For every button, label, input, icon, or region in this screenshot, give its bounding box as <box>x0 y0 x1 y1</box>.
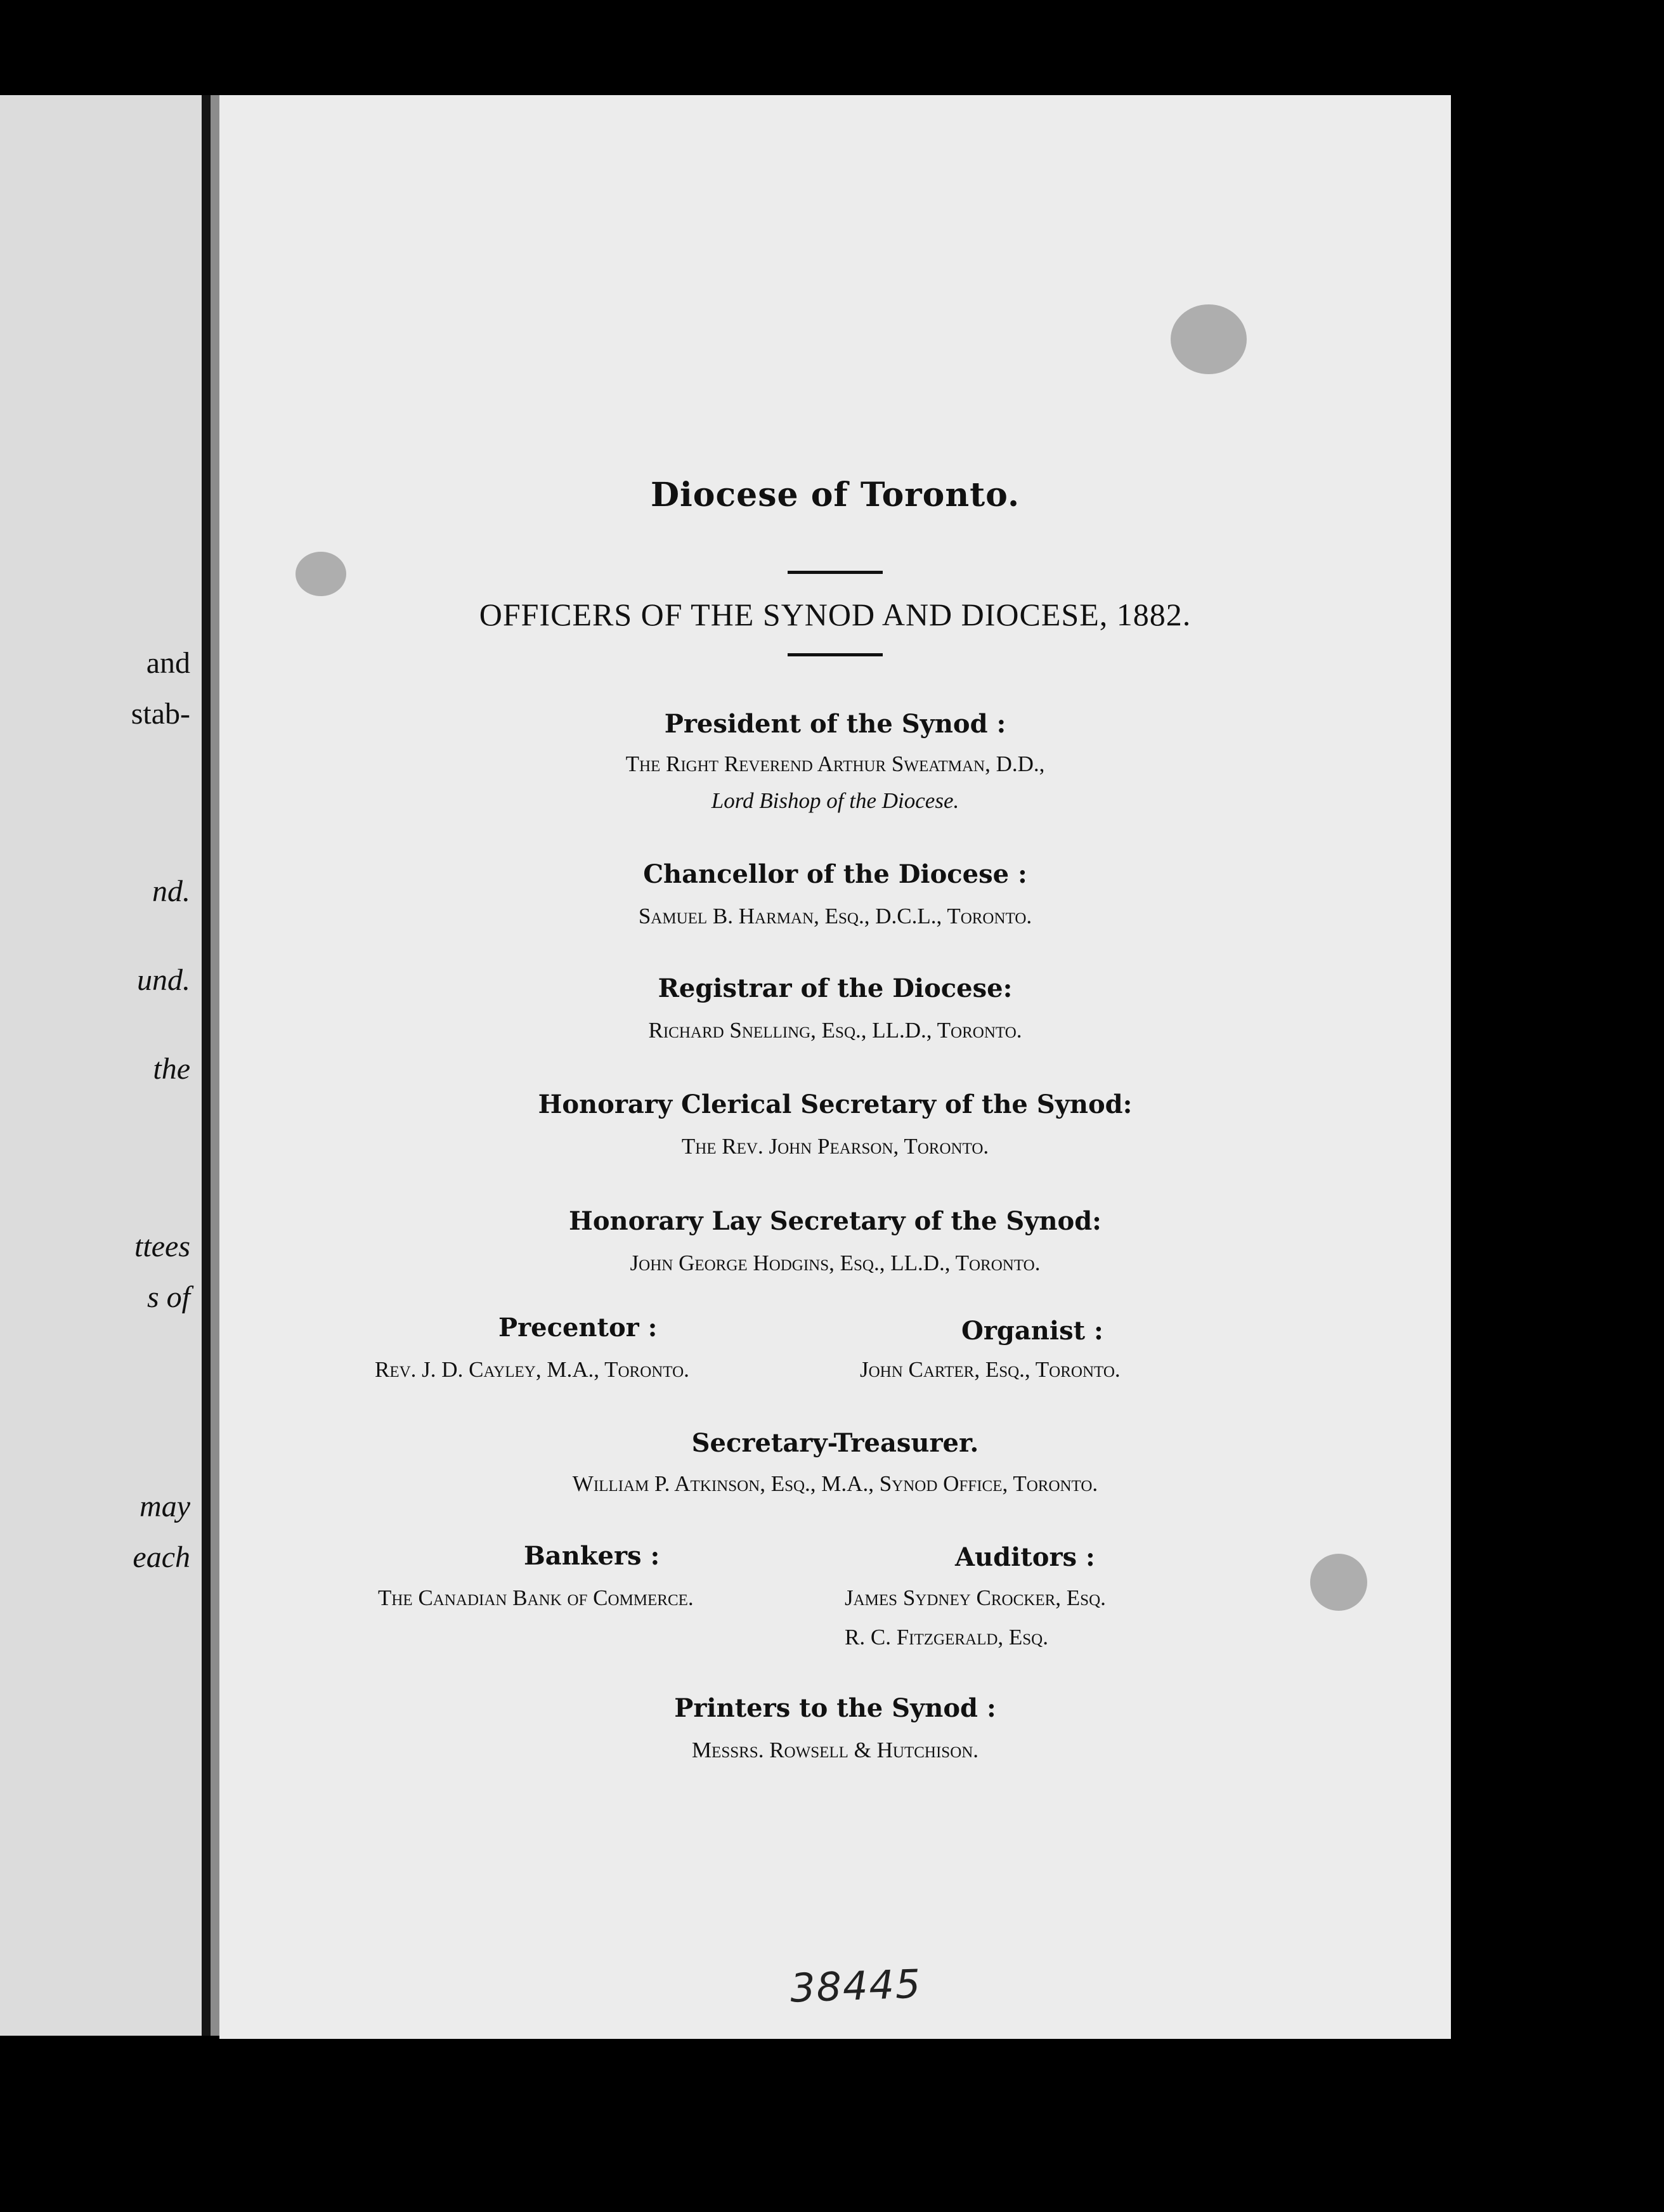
foxing-spot <box>1310 1554 1367 1611</box>
registrar-label: Registrar of the Diocese: <box>658 973 1013 1003</box>
left-page-fragment: may <box>140 1490 190 1523</box>
divider-rule-top <box>788 571 883 574</box>
clerical-secretary-label: Honorary Clerical Secretary of the Synod: <box>538 1090 1133 1119</box>
organist-label: Organist : <box>961 1316 1103 1346</box>
printers-name: Messrs. Rowsell & Hutchison. <box>691 1738 979 1762</box>
president-label: President of the Synod : <box>664 709 1006 739</box>
organist-name: John Carter, Esq., Toronto. <box>860 1357 1121 1382</box>
registrar-name: Richard Snelling, Esq., LL.D., Toronto. <box>648 1018 1022 1043</box>
divider-rule-bottom <box>788 653 883 656</box>
clerical-secretary-name: The Rev. John Pearson, Toronto. <box>681 1134 989 1159</box>
president-name: The Right Reverend Arthur Sweatman, D.D., <box>625 751 1045 776</box>
precentor-label: Precentor : <box>498 1313 658 1343</box>
document-heading: OFFICERS OF THE SYNOD AND DIOCESE, 1882. <box>479 597 1192 632</box>
treasurer-label: Secretary-Treasurer. <box>691 1428 979 1458</box>
printers-label: Printers to the Synod : <box>674 1693 996 1723</box>
foxing-spot <box>1171 304 1247 374</box>
foxing-spot <box>296 552 346 596</box>
left-facing-page <box>0 95 202 2036</box>
left-page-fragment: the <box>153 1052 190 1086</box>
precentor-name: Rev. J. D. Cayley, M.A., Toronto. <box>375 1357 689 1382</box>
auditor-name-1: James Sydney Crocker, Esq. <box>845 1585 1106 1610</box>
chancellor-name: Samuel B. Harman, Esq., D.C.L., Toronto. <box>638 904 1032 928</box>
lay-secretary-name: John George Hodgins, Esq., LL.D., Toronto. <box>630 1251 1041 1275</box>
left-page-fragment: stab- <box>131 697 190 731</box>
auditors-label: Auditors : <box>955 1542 1095 1572</box>
president-title: Lord Bishop of the Diocese. <box>711 788 959 813</box>
document-page <box>219 95 1451 2039</box>
book-spine-shadow <box>202 95 211 2036</box>
auditor-name-2: R. C. Fitzgerald, Esq. <box>845 1625 1048 1649</box>
bankers-name: The Canadian Bank of Commerce. <box>378 1585 694 1610</box>
page-gutter <box>211 95 219 2036</box>
handwritten-accession-number: 38445 <box>789 1960 923 2012</box>
lay-secretary-label: Honorary Lay Secretary of the Synod: <box>569 1206 1102 1236</box>
left-page-fragment: und. <box>137 963 190 997</box>
left-page-fragment: ttees <box>134 1230 190 1263</box>
document-title: Diocese of Toronto. <box>650 476 1020 514</box>
left-page-fragment: nd. <box>152 875 190 908</box>
left-page-fragment: s of <box>146 1280 190 1314</box>
treasurer-name: William P. Atkinson, Esq., M.A., Synod Office, Toronto. <box>572 1471 1098 1496</box>
left-page-fragment: and <box>146 646 190 680</box>
chancellor-label: Chancellor of the Diocese : <box>643 859 1027 889</box>
left-page-fragment: each <box>133 1540 190 1574</box>
bankers-label: Bankers : <box>524 1541 660 1571</box>
